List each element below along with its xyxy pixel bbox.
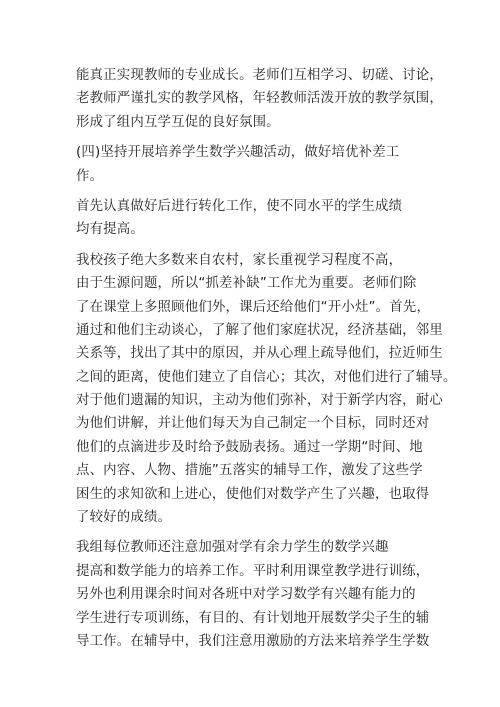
text-line: 对于他们遗漏的知识，主动为他们弥补，对于新学内容，耐心 — [76, 393, 443, 409]
text-line: 均有提高。 — [76, 222, 144, 238]
body-text — [76, 64, 457, 653]
text-line: (四)坚持开展培养学生数学兴趣活动，做好培优补差工 — [76, 145, 400, 161]
text-line: 关系等，找出了其中的原因，并从心理上疏导他们，拉近师生 — [76, 346, 443, 362]
text-line: 能真正实现教师的专业成长。老师们互相学习、切磋、讨论， — [76, 68, 443, 83]
text-line: 点、内容、人物、措施”五落实的辅导工作，激发了这些学 — [76, 463, 423, 479]
text-line: 通过和他们主动谈心，了解了他们家庭状况，经济基础，邻里 — [76, 322, 443, 338]
text-line: 困生的求知欲和上进心，使他们对数学产生了兴趣，也取得 — [76, 486, 430, 502]
paragraph-gifted-students — [76, 536, 436, 653]
text-line: 之间的距离，使他们建立了自信心；其次，对他们进行了辅导。 — [76, 369, 457, 385]
text-line: 导工作。在辅导中，我们注意用激励的方法来培养学生学数 — [76, 633, 430, 649]
text-line: 作。 — [76, 168, 104, 184]
paragraph-transformation — [76, 195, 436, 242]
text-line: 他们的点滴进步及时给予鼓励表扬。通过一学期“时间、地 — [76, 439, 423, 455]
text-line: 学生进行专项训练，有目的、有计划地开展数学尖子生的辅 — [76, 610, 430, 626]
text-line: 提高和数学能力的培养工作。平时利用课堂教学进行训练， — [76, 563, 430, 579]
text-line: 形成了组内互学互促的良好氛围。 — [76, 114, 280, 130]
section-heading-four — [76, 141, 436, 188]
text-line: 另外也利用课余时间对各班中对学习数学有兴趣有能力的 — [76, 587, 416, 603]
text-line: 为他们讲解，并让他们每天为自己制定一个目标，同时还对 — [76, 416, 430, 432]
text-line: 了在课堂上多照顾他们外，课后还给他们“开小灶”。首先， — [76, 299, 431, 315]
text-line: 老教师严谨扎实的教学风格，年轻教师活泼开放的教学氛围， — [76, 91, 443, 107]
text-line: 我校孩子绝大多数来自农村，家长重视学习程度不高， — [76, 252, 403, 268]
text-line: 了较好的成绩。 — [76, 510, 172, 526]
text-line: 首先认真做好后进行转化工作，使不同水平的学生成绩 — [76, 198, 403, 214]
text-line: 由于生源问题，所以“抓差补缺”工作尤为重要。老师们除 — [76, 276, 417, 292]
paragraph-teacher-growth — [76, 64, 443, 134]
text-line: 我组每位教师还注意加强对学有余力学生的数学兴趣 — [76, 540, 389, 556]
paragraph-rural-students — [76, 249, 457, 530]
